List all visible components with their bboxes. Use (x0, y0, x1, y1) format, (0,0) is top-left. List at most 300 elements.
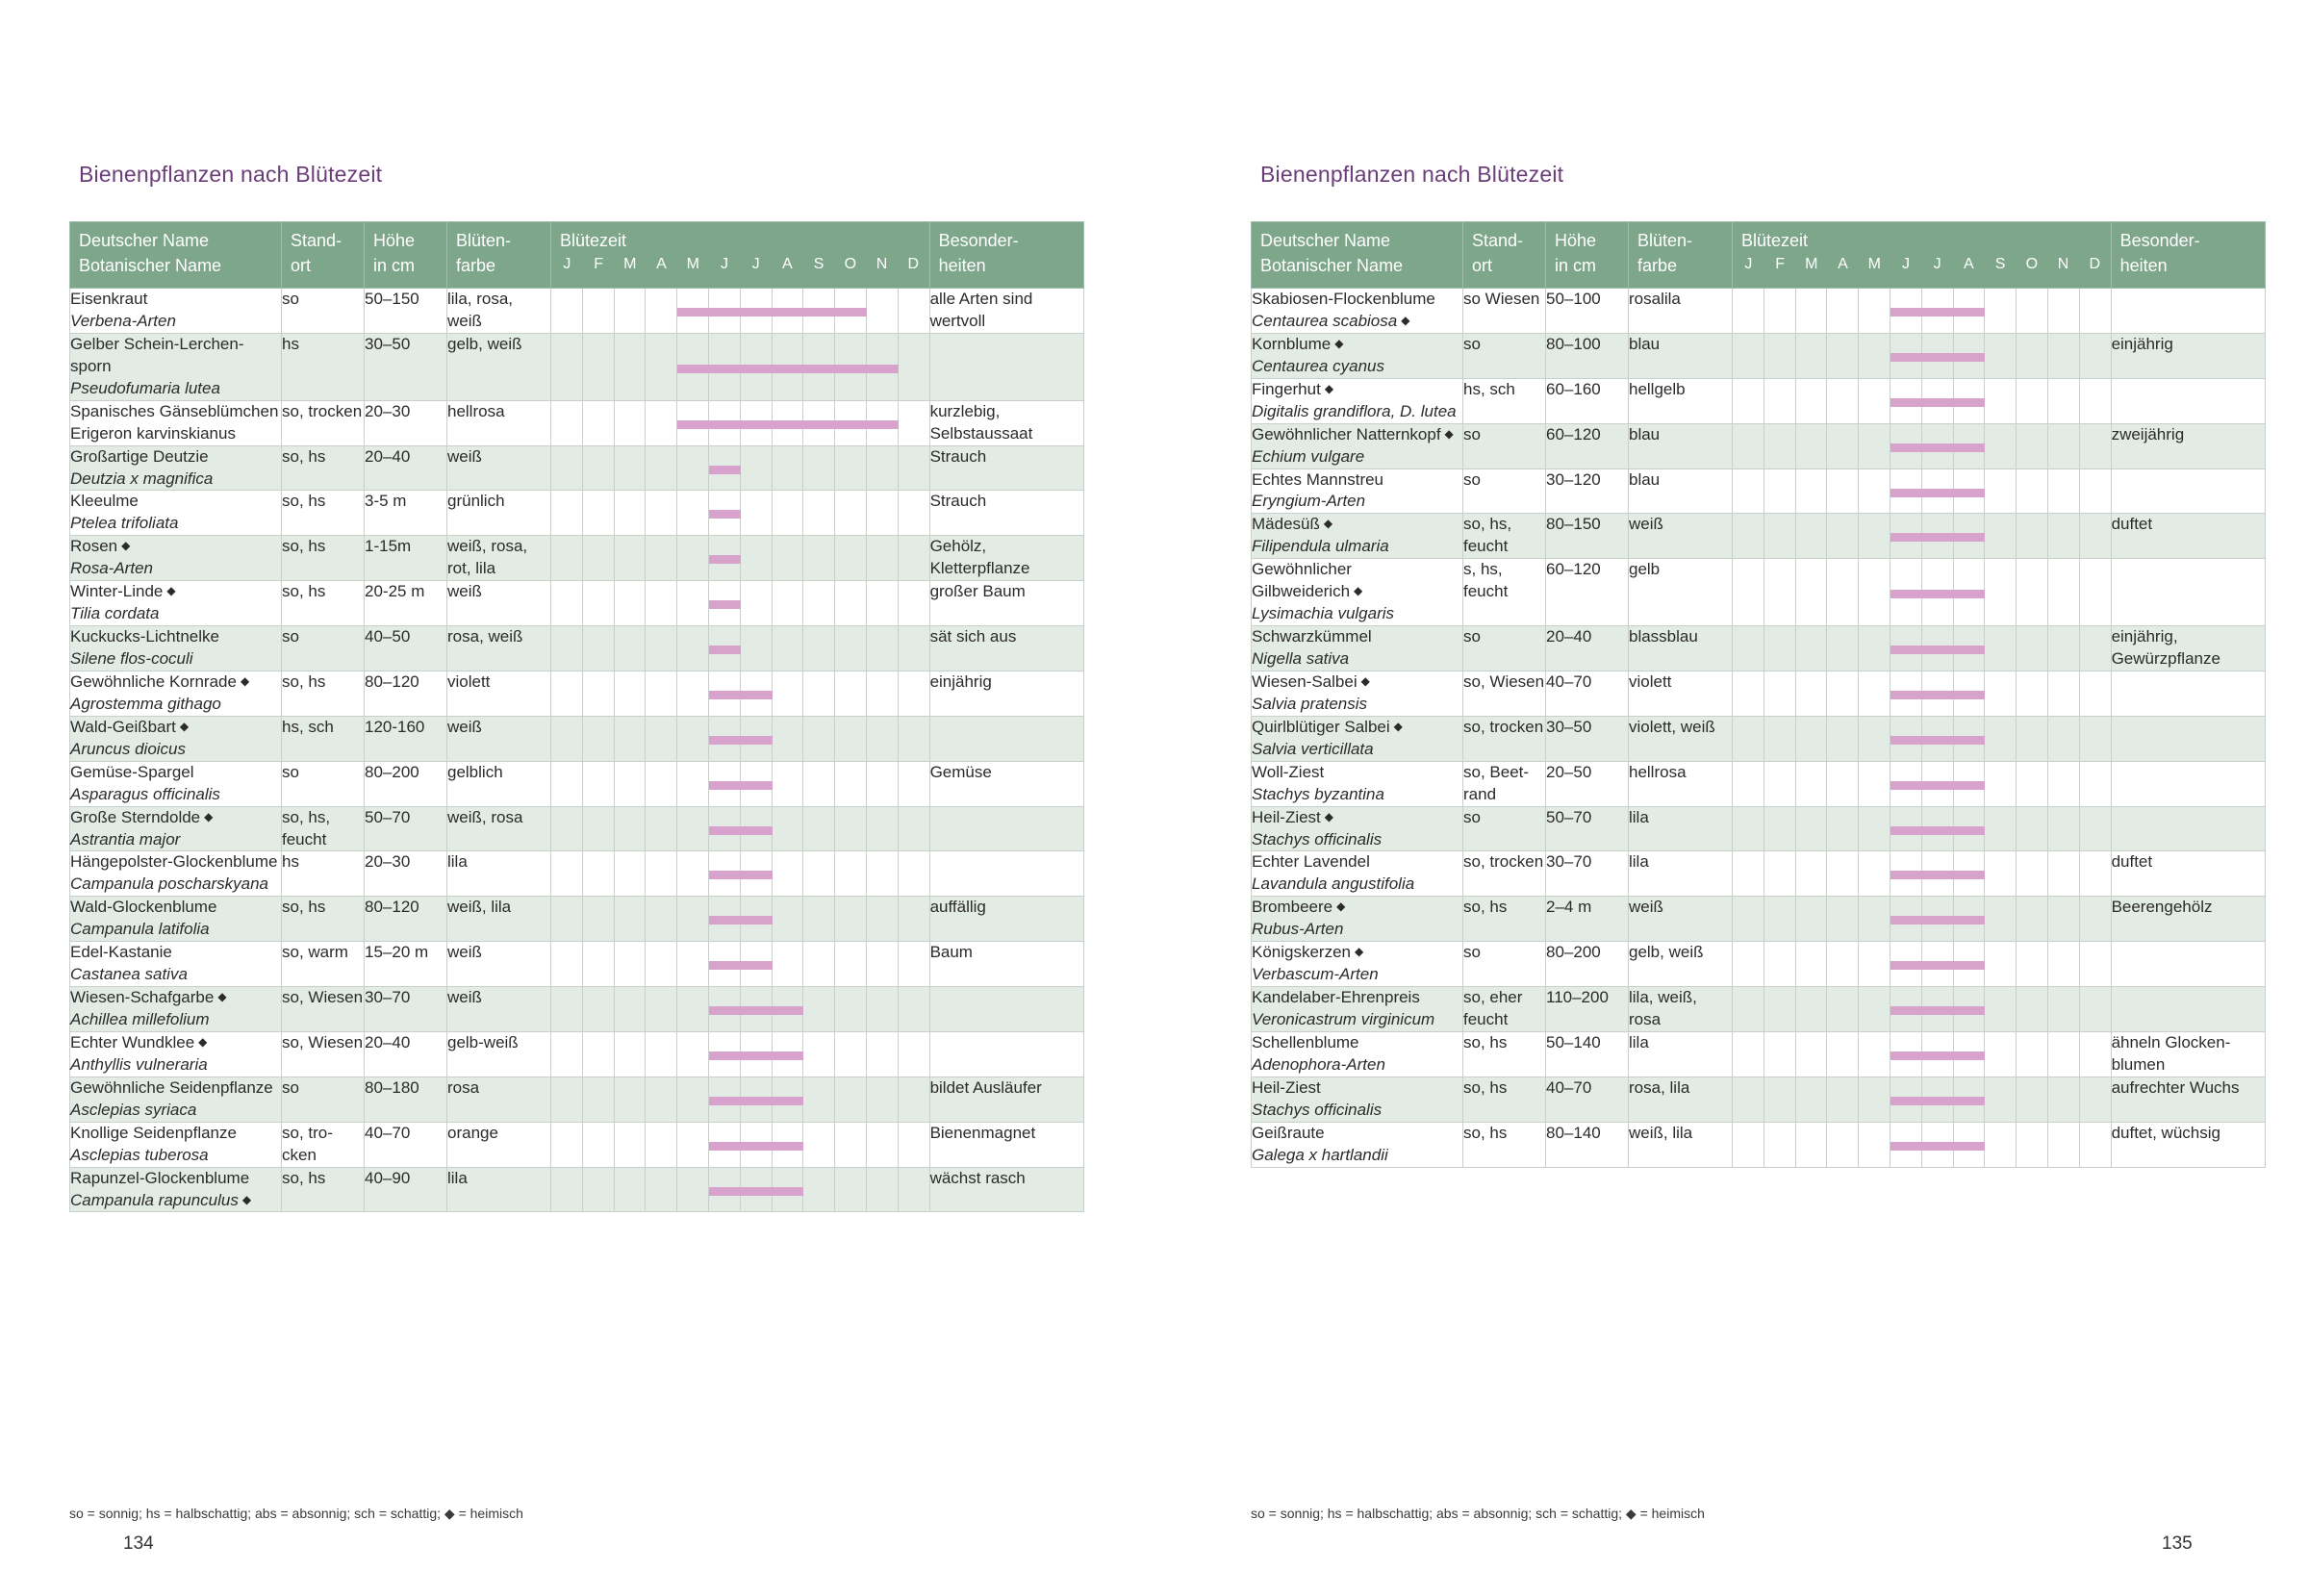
month-cell (2017, 559, 2048, 626)
bloom-bar (1922, 1142, 1954, 1151)
cell-besonderheiten: ähneln Glocken-blumen (2111, 1031, 2265, 1077)
month-cell (2079, 626, 2111, 671)
bloom-bar (1890, 489, 1922, 497)
month-cell (1953, 333, 1985, 378)
month-cell (582, 491, 614, 536)
page-number: 134 (123, 1533, 154, 1554)
cell-hoehe: 80–150 (1546, 514, 1629, 559)
cell-name (1252, 671, 1463, 716)
cell-farbe: violett, weiß (1629, 716, 1733, 761)
bloom-bar (709, 365, 741, 373)
month-cell (1795, 1031, 1827, 1077)
month-cell (614, 897, 646, 942)
month-cell (677, 289, 709, 334)
cell-hoehe: 40–70 (1546, 1077, 1629, 1122)
header-name: Deutscher Name Botanischer Name (70, 222, 282, 289)
month-cell (1733, 851, 1764, 897)
bloom-bar (1922, 590, 1954, 598)
month-cell (582, 987, 614, 1032)
cell-name (1252, 469, 1463, 514)
month-cell (866, 445, 898, 491)
cell-hoehe: 20–30 (365, 400, 447, 445)
month-cell (898, 445, 929, 491)
month-cell (1921, 942, 1953, 987)
month-cell (1733, 716, 1764, 761)
bloom-bar (677, 365, 709, 373)
table-row (1252, 761, 2266, 806)
month-cell (1859, 1122, 1890, 1167)
botanical-name: Astrantia major (70, 829, 181, 849)
table-row (70, 581, 1084, 626)
bloom-bar (741, 691, 773, 699)
bloom-bar (677, 420, 709, 429)
cell-besonderheiten: Beerengehölz (2111, 897, 2265, 942)
page-right (1154, 0, 2309, 1596)
bloom-bar (1922, 646, 1954, 654)
month-cell (740, 761, 772, 806)
month-cell (740, 1077, 772, 1122)
cell-hoehe: 50–70 (1546, 806, 1629, 851)
cell-farbe: lila (1629, 851, 1733, 897)
month-cell (740, 1167, 772, 1212)
plant-name: Echter Lavendel (1252, 852, 1370, 872)
month-cell (614, 491, 646, 536)
month-cell (1859, 671, 1890, 716)
botanical-name: Campanula latifolia (70, 920, 210, 939)
month-cell (1795, 423, 1827, 469)
cell-name (70, 445, 282, 491)
month-cell (866, 1122, 898, 1167)
cell-standort: hs, sch (282, 716, 365, 761)
plant-name: Woll-Ziest (1252, 762, 1325, 781)
cell-hoehe: 110–200 (1546, 987, 1629, 1032)
month-cell (2047, 897, 2079, 942)
bloom-bar (1890, 308, 1922, 317)
month-cell (1827, 897, 1859, 942)
month-cell (708, 897, 740, 942)
cell-name (1252, 378, 1463, 423)
month-cell (1985, 761, 2017, 806)
month-cell (582, 626, 614, 671)
month-cell (1827, 559, 1859, 626)
month-cell (1921, 897, 1953, 942)
cell-besonderheiten: kurzlebig, Selbstaussaat (929, 400, 1083, 445)
month-cell (1795, 514, 1827, 559)
cell-hoehe: 50–100 (1546, 289, 1629, 334)
month-cell (2079, 469, 2111, 514)
cell-farbe: weiß (447, 445, 551, 491)
table-row (1252, 289, 2266, 334)
month-cell (1953, 1077, 1985, 1122)
cell-name (1252, 1077, 1463, 1122)
month-cell (2079, 559, 2111, 626)
month-cell (772, 671, 803, 716)
month-cell (1985, 1122, 2017, 1167)
month-cell (614, 1031, 646, 1077)
month-cell (1859, 987, 1890, 1032)
month-cell (2047, 851, 2079, 897)
cell-hoehe: 20–40 (365, 1031, 447, 1077)
month-cell (1953, 1031, 1985, 1077)
cell-hoehe: 20–30 (365, 851, 447, 897)
cell-besonderheiten (2111, 987, 2265, 1032)
month-cell (772, 400, 803, 445)
month-cell (614, 761, 646, 806)
cell-name (1252, 1122, 1463, 1167)
bloom-bar (709, 826, 741, 835)
month-cell (835, 333, 867, 400)
plant-name: Edel-Kastanie (70, 943, 172, 962)
cell-name (70, 333, 282, 400)
month-cell (898, 806, 929, 851)
bloom-bar (741, 781, 773, 790)
month-cell (551, 491, 583, 536)
header-bluetezeit: Blütezeit J F M A M J J A S O N D (1733, 222, 2112, 289)
month-cell (898, 400, 929, 445)
month-cell (1890, 761, 1921, 806)
cell-standort: s, hs, feucht (1463, 559, 1546, 626)
month-cell (2047, 514, 2079, 559)
month-cell (1921, 806, 1953, 851)
month-cell (1795, 378, 1827, 423)
month-cell (2047, 806, 2079, 851)
month-cell (2017, 716, 2048, 761)
bloom-bar (741, 365, 773, 373)
cell-hoehe: 40–70 (365, 1122, 447, 1167)
month-cell (898, 987, 929, 1032)
month-cell (1985, 289, 2017, 334)
bloom-bar (1954, 533, 1986, 542)
month-cell (1763, 671, 1795, 716)
bloom-bar (1922, 1006, 1954, 1015)
table-row (1252, 942, 2266, 987)
month-cell (1859, 761, 1890, 806)
cell-standort: so, tro-cken (282, 1122, 365, 1167)
month-cell (1985, 671, 2017, 716)
cell-standort: so (1463, 423, 1546, 469)
cell-standort: so (1463, 333, 1546, 378)
month-cell (1859, 469, 1890, 514)
month-cell (708, 626, 740, 671)
month-cell (1890, 333, 1921, 378)
table-row (1252, 1077, 2266, 1122)
bloom-bar (741, 1051, 773, 1060)
month-cell (1953, 289, 1985, 334)
month-cell (614, 536, 646, 581)
month-cell (1953, 514, 1985, 559)
cell-name (1252, 333, 1463, 378)
month-cell (898, 671, 929, 716)
cell-hoehe: 60–160 (1546, 378, 1629, 423)
month-cell (1921, 333, 1953, 378)
table-row (1252, 1122, 2266, 1167)
month-cell (551, 987, 583, 1032)
bloom-bar (1922, 489, 1954, 497)
bloom-bar (709, 600, 741, 609)
bloom-bar (773, 1051, 804, 1060)
month-cell (1733, 806, 1764, 851)
month-cell (740, 987, 772, 1032)
bloom-bar (709, 646, 741, 654)
month-cell (677, 581, 709, 626)
month-cell (2017, 671, 2048, 716)
native-diamond-icon: ◆ (121, 539, 131, 553)
month-cell (582, 716, 614, 761)
month-cell (582, 761, 614, 806)
cell-name (1252, 851, 1463, 897)
month-cell (1795, 671, 1827, 716)
plant-name: Mädesüß (1252, 515, 1320, 534)
page-number: 135 (2162, 1533, 2193, 1554)
native-diamond-icon: ◆ (217, 990, 227, 1004)
bloom-bar (1922, 1051, 1954, 1060)
month-cell (772, 333, 803, 400)
month-cell (551, 626, 583, 671)
plant-name: Kleeulme (70, 492, 139, 511)
month-cell (772, 806, 803, 851)
cell-farbe: weiß (1629, 514, 1733, 559)
cell-standort: so (282, 761, 365, 806)
month-cell (646, 716, 677, 761)
bloom-bar (1890, 871, 1922, 879)
botanical-name: Agrostemma githago (70, 694, 221, 713)
month-cell (614, 1167, 646, 1212)
cell-hoehe: 30–70 (1546, 851, 1629, 897)
table-row (1252, 671, 2266, 716)
month-cell (2017, 1031, 2048, 1077)
cell-hoehe: 20–40 (365, 445, 447, 491)
month-cell (835, 851, 867, 897)
month-cell (708, 536, 740, 581)
month-cell (1921, 469, 1953, 514)
month-cell (866, 333, 898, 400)
month-cell (551, 761, 583, 806)
month-cell (1827, 716, 1859, 761)
plant-name: Königskerzen (1252, 943, 1352, 962)
month-cell (898, 1077, 929, 1122)
cell-farbe: blau (1629, 469, 1733, 514)
month-cell (1763, 1031, 1795, 1077)
month-cell (898, 491, 929, 536)
month-cell (1890, 626, 1921, 671)
month-cell (2047, 761, 2079, 806)
month-cell (1733, 1122, 1764, 1167)
bloom-bar (803, 365, 835, 373)
month-cell (1985, 423, 2017, 469)
month-cell (1795, 761, 1827, 806)
cell-farbe: lila (1629, 806, 1733, 851)
botanical-name: Aruncus dioicus (70, 739, 187, 758)
cell-besonderheiten: duftet (2111, 851, 2265, 897)
month-cell (1953, 806, 1985, 851)
month-cell (2047, 378, 2079, 423)
bloom-bar (741, 916, 773, 925)
cell-hoehe: 30–70 (365, 987, 447, 1032)
plant-name: Rosen (70, 537, 118, 556)
plant-name: Wald-Glockenblume (70, 898, 217, 917)
month-cell (866, 942, 898, 987)
table-row (1252, 897, 2266, 942)
bloom-bar (1954, 736, 1986, 745)
cell-farbe: lila (1629, 1031, 1733, 1077)
cell-hoehe: 2–4 m (1546, 897, 1629, 942)
cell-farbe: gelb, weiß (1629, 942, 1733, 987)
bloom-bar (1954, 691, 1986, 699)
cell-name (1252, 942, 1463, 987)
cell-farbe: blassblau (1629, 626, 1733, 671)
month-cell (835, 581, 867, 626)
month-cell (1859, 423, 1890, 469)
month-cell (551, 400, 583, 445)
botanical-name: Nigella sativa (1252, 649, 1350, 668)
bloom-bar (1954, 398, 1986, 407)
table-header (1252, 222, 2266, 289)
cell-besonderheiten (929, 851, 1083, 897)
month-cell (1921, 626, 1953, 671)
month-cell (1827, 1031, 1859, 1077)
month-cell (2079, 378, 2111, 423)
month-cell (551, 581, 583, 626)
cell-name (70, 806, 282, 851)
bloom-bar (1890, 916, 1922, 925)
month-cell (614, 400, 646, 445)
native-diamond-icon: ◆ (1401, 313, 1410, 327)
cell-farbe: blau (1629, 333, 1733, 378)
table-row (70, 333, 1084, 400)
month-cell (614, 671, 646, 716)
month-cell (1763, 1077, 1795, 1122)
cell-name (1252, 1031, 1463, 1077)
month-cell (677, 445, 709, 491)
month-cell (2047, 1077, 2079, 1122)
plant-name: Geißraute (1252, 1123, 1325, 1142)
month-cell (2017, 761, 2048, 806)
month-cell (835, 536, 867, 581)
cell-hoehe: 40–70 (1546, 671, 1629, 716)
month-cell (898, 1031, 929, 1077)
month-cell (551, 445, 583, 491)
month-cell (646, 445, 677, 491)
bloom-bar (741, 1187, 773, 1196)
bloom-bar (709, 961, 741, 970)
plant-name: Spanisches Gänseblümchen (70, 401, 279, 420)
month-cell (614, 289, 646, 334)
month-cell (866, 289, 898, 334)
month-cell (1859, 559, 1890, 626)
bloom-bar (709, 736, 741, 745)
cell-farbe: weiß, rosa (447, 806, 551, 851)
botanical-name: Lavandula angustifolia (1252, 874, 1415, 894)
cell-name (1252, 289, 1463, 334)
month-cell (677, 1122, 709, 1167)
table-row (1252, 716, 2266, 761)
bloom-bar (1954, 489, 1986, 497)
native-diamond-icon: ◆ (1324, 381, 1334, 395)
table-row (70, 987, 1084, 1032)
bloom-bar (773, 1097, 804, 1105)
month-cell (2017, 333, 2048, 378)
table-row (1252, 333, 2266, 378)
month-cell (1795, 333, 1827, 378)
month-cell (1985, 897, 2017, 942)
month-cell (646, 289, 677, 334)
bloom-bar (1954, 1051, 1986, 1060)
bloom-bar (1922, 533, 1954, 542)
bloom-bar (709, 691, 741, 699)
month-cell (582, 851, 614, 897)
cell-name (1252, 626, 1463, 671)
month-cell (1985, 851, 2017, 897)
month-cell (2079, 761, 2111, 806)
month-cell (835, 400, 867, 445)
table-row (70, 851, 1084, 897)
table-row (70, 400, 1084, 445)
table-row (1252, 1031, 2266, 1077)
cell-hoehe: 40–50 (365, 626, 447, 671)
cell-hoehe: 80–200 (365, 761, 447, 806)
month-cell (708, 400, 740, 445)
month-cell (582, 289, 614, 334)
month-cell (740, 581, 772, 626)
bloom-bar (741, 736, 773, 745)
cell-standort: so, trocken (282, 400, 365, 445)
botanical-name: Silene flos-coculi (70, 649, 193, 668)
cell-farbe: lila (447, 1167, 551, 1212)
month-cell (1795, 851, 1827, 897)
cell-besonderheiten: alle Arten sind wertvoll (929, 289, 1083, 334)
month-cell (1921, 1122, 1953, 1167)
cell-hoehe: 80–200 (1546, 942, 1629, 987)
native-diamond-icon: ◆ (179, 719, 190, 733)
month-cell (1763, 716, 1795, 761)
plant-name: Skabiosen-Flockenblume (1252, 290, 1435, 308)
cell-besonderheiten (929, 806, 1083, 851)
header-besonderheiten: Besonder- heiten (2111, 222, 2265, 289)
plant-name: Eisenkraut (70, 290, 148, 308)
cell-hoehe: 60–120 (1546, 423, 1629, 469)
cell-besonderheiten (929, 333, 1083, 400)
native-diamond-icon: ◆ (1354, 584, 1363, 598)
cell-besonderheiten: Baum (929, 942, 1083, 987)
month-cell (1763, 626, 1795, 671)
month-cell (1795, 987, 1827, 1032)
month-cell (2017, 378, 2048, 423)
month-cell (2079, 987, 2111, 1032)
month-cell (866, 851, 898, 897)
native-diamond-icon: ◆ (1444, 426, 1454, 441)
cell-standort: so, hs, feucht (1463, 514, 1546, 559)
month-cell (772, 626, 803, 671)
month-cell (646, 761, 677, 806)
month-cell (1795, 1077, 1827, 1122)
bloom-bar (1954, 308, 1986, 317)
month-cell (582, 1167, 614, 1212)
month-cell (1795, 559, 1827, 626)
cell-farbe: gelblich (447, 761, 551, 806)
cell-standort: so, hs (1463, 1077, 1546, 1122)
month-cell (646, 671, 677, 716)
month-cell (1827, 469, 1859, 514)
cell-besonderheiten: Gemüse (929, 761, 1083, 806)
botanical-name: Veronicastrum virginicum (1252, 1010, 1435, 1028)
month-cell (803, 942, 835, 987)
month-cell (2079, 1031, 2111, 1077)
native-diamond-icon: ◆ (1336, 899, 1346, 914)
month-cell (803, 1122, 835, 1167)
month-cell (898, 942, 929, 987)
bloom-bar (741, 1142, 773, 1151)
cell-name (70, 761, 282, 806)
